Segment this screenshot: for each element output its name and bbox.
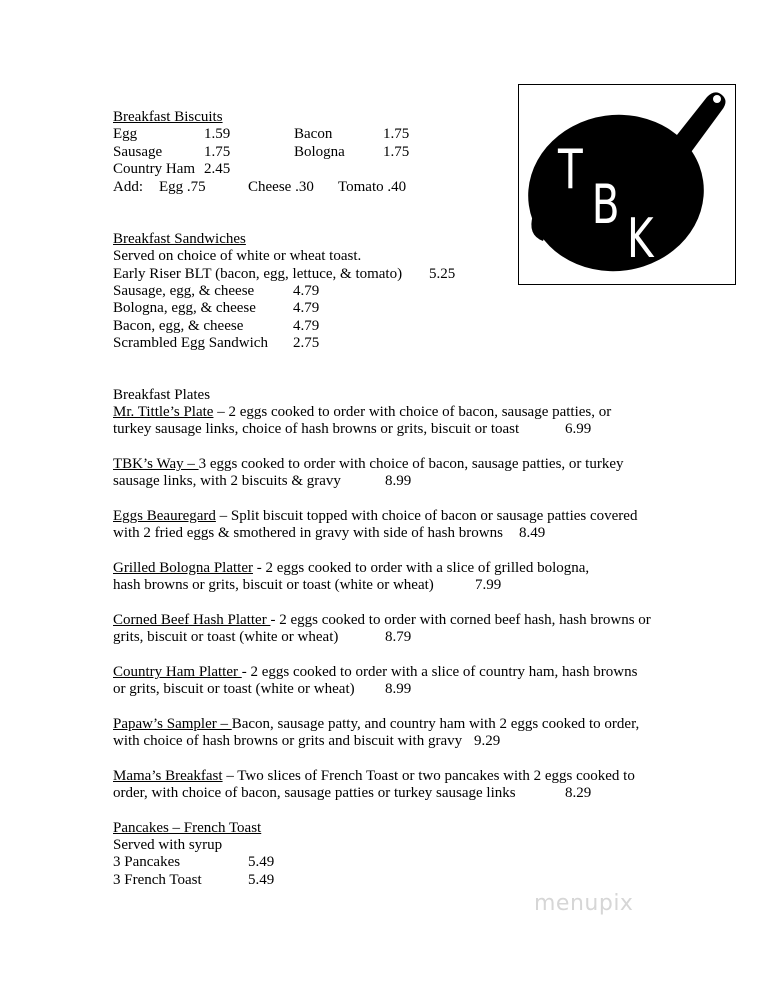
pancakes-title: Pancakes – French Toast xyxy=(113,820,262,836)
plate-item xyxy=(113,768,635,786)
plate-item xyxy=(113,664,637,682)
plate-desc-line1: 3 eggs cooked to order with choice of bacon, sausage patties, or turkey xyxy=(198,456,624,472)
plate-desc-line2: with choice of hash browns or grits and biscuit with gravy xyxy=(113,733,463,749)
plate-item xyxy=(113,456,623,474)
tbk-logo xyxy=(518,84,736,285)
plate-desc-line1: – Two slices of French Toast or two pancakes with 2 eggs cooked to xyxy=(222,768,635,784)
plate-name: Papaw’s Sampler – xyxy=(113,716,232,732)
plate-desc-line2: grits, biscuit or toast (white or wheat) xyxy=(113,629,339,645)
plate-name: Country Ham Platter xyxy=(113,664,242,680)
plate-desc-line1: - 2 eggs cooked to order with corned beef hash, hash browns or xyxy=(270,612,651,628)
plate-desc-line2: sausage links, with 2 biscuits & gravy xyxy=(113,473,341,489)
plate-price: 9.29 xyxy=(474,733,501,749)
plates-title: Breakfast Plates xyxy=(113,387,211,403)
pancakes-note: Served with syrup xyxy=(113,837,223,853)
plate-name: Mr. Tittle’s Plate xyxy=(113,404,214,420)
logo-letter-k: K xyxy=(627,208,654,271)
plate-item xyxy=(113,404,611,422)
sandwich-bologna-name: Bologna, egg, & cheese xyxy=(113,300,256,316)
plate-desc-line1: – 2 eggs cooked to order with choice of bacon, sausage patties, or xyxy=(213,404,612,420)
biscuits-title: Breakfast Biscuits xyxy=(113,109,223,125)
french-toast-item-name: 3 French Toast xyxy=(113,872,202,888)
plate-desc-line1: – Split biscuit topped with choice of bacon or sausage patties covered xyxy=(215,508,638,524)
sandwiches-title: Breakfast Sandwiches xyxy=(113,231,246,247)
sandwich-sausage-name: Sausage, egg, & cheese xyxy=(113,283,255,299)
biscuit-egg-price: 1.59 xyxy=(204,126,231,142)
plate-desc-line2: or grits, biscuit or toast (white or wheat) xyxy=(113,681,355,697)
plate-price: 8.99 xyxy=(385,681,412,697)
plate-name: Grilled Bologna Platter xyxy=(113,560,253,576)
plate-price: 8.29 xyxy=(565,785,592,801)
plate-item xyxy=(113,560,589,578)
plate-item xyxy=(113,612,651,630)
sandwich-bacon-price: 4.79 xyxy=(293,318,320,334)
sandwich-sausage-price: 4.79 xyxy=(293,283,320,299)
biscuit-country-ham-price: 2.45 xyxy=(204,161,231,177)
plate-name: Mama’s Breakfast xyxy=(113,768,223,784)
sandwich-bacon-name: Bacon, egg, & cheese xyxy=(113,318,244,334)
plate-desc-line1: - 2 eggs cooked to order with a slice of country ham, hash browns xyxy=(241,664,638,680)
plate-desc-line1: - 2 eggs cooked to order with a slice of grilled bologna, xyxy=(252,560,590,576)
plate-price: 8.99 xyxy=(385,473,412,489)
plate-name: TBK’s Way – xyxy=(113,456,199,472)
biscuit-bologna-price: 1.75 xyxy=(383,144,410,160)
biscuit-addon-egg: Egg .75 xyxy=(159,179,206,195)
biscuit-country-ham-name: Country Ham xyxy=(113,161,196,177)
plate-price: 7.99 xyxy=(475,577,502,593)
sandwiches-note: Served on choice of white or wheat toast. xyxy=(113,248,362,264)
plate-desc-line2: turkey sausage links, choice of hash browns or grits, biscuit or toast xyxy=(113,421,520,437)
biscuit-add-label: Add: xyxy=(113,179,143,195)
sandwich-scrambled-price: 2.75 xyxy=(293,335,320,351)
pancakes-item-name: 3 Pancakes xyxy=(113,854,181,870)
biscuit-bacon-price: 1.75 xyxy=(383,126,410,142)
pancakes-item-price: 5.49 xyxy=(248,854,275,870)
biscuit-addon-cheese: Cheese .30 xyxy=(248,179,314,195)
plate-desc-line2: hash browns or grits, biscuit or toast (white or wheat) xyxy=(113,577,434,593)
logo-letter-t: T xyxy=(558,139,583,202)
plate-desc-line1: Bacon, sausage patty, and country ham with 2 eggs cooked to order, xyxy=(231,716,640,732)
plate-name: Eggs Beauregard xyxy=(113,508,216,524)
plate-desc-line2: order, with choice of bacon, sausage patties or turkey sausage links xyxy=(113,785,516,801)
plate-price: 6.99 xyxy=(565,421,592,437)
biscuit-egg-name: Egg xyxy=(113,126,138,142)
sandwich-bologna-price: 4.79 xyxy=(293,300,320,316)
menupix-watermark: menupix xyxy=(534,891,634,916)
biscuit-addon-tomato: Tomato .40 xyxy=(338,179,407,195)
plate-item xyxy=(113,716,639,734)
biscuit-bacon-name: Bacon xyxy=(294,126,333,142)
french-toast-item-price: 5.49 xyxy=(248,872,275,888)
sandwich-blt-price: 5.25 xyxy=(429,266,456,282)
sandwich-scrambled-name: Scrambled Egg Sandwich xyxy=(113,335,268,351)
cast-iron-skillet-icon xyxy=(519,85,737,286)
plate-price: 8.79 xyxy=(385,629,412,645)
biscuit-bologna-name: Bologna xyxy=(294,144,345,160)
plate-name: Corned Beef Hash Platter xyxy=(113,612,271,628)
logo-letter-b: B xyxy=(591,174,620,237)
biscuit-sausage-price: 1.75 xyxy=(204,144,231,160)
plate-desc-line2: with 2 fried eggs & smothered in gravy with side of hash browns xyxy=(113,525,503,541)
plate-item xyxy=(113,508,637,526)
plate-price: 8.49 xyxy=(519,525,546,541)
biscuit-sausage-name: Sausage xyxy=(113,144,163,160)
sandwich-blt-name: Early Riser BLT (bacon, egg, lettuce, & tomato) xyxy=(113,266,403,282)
